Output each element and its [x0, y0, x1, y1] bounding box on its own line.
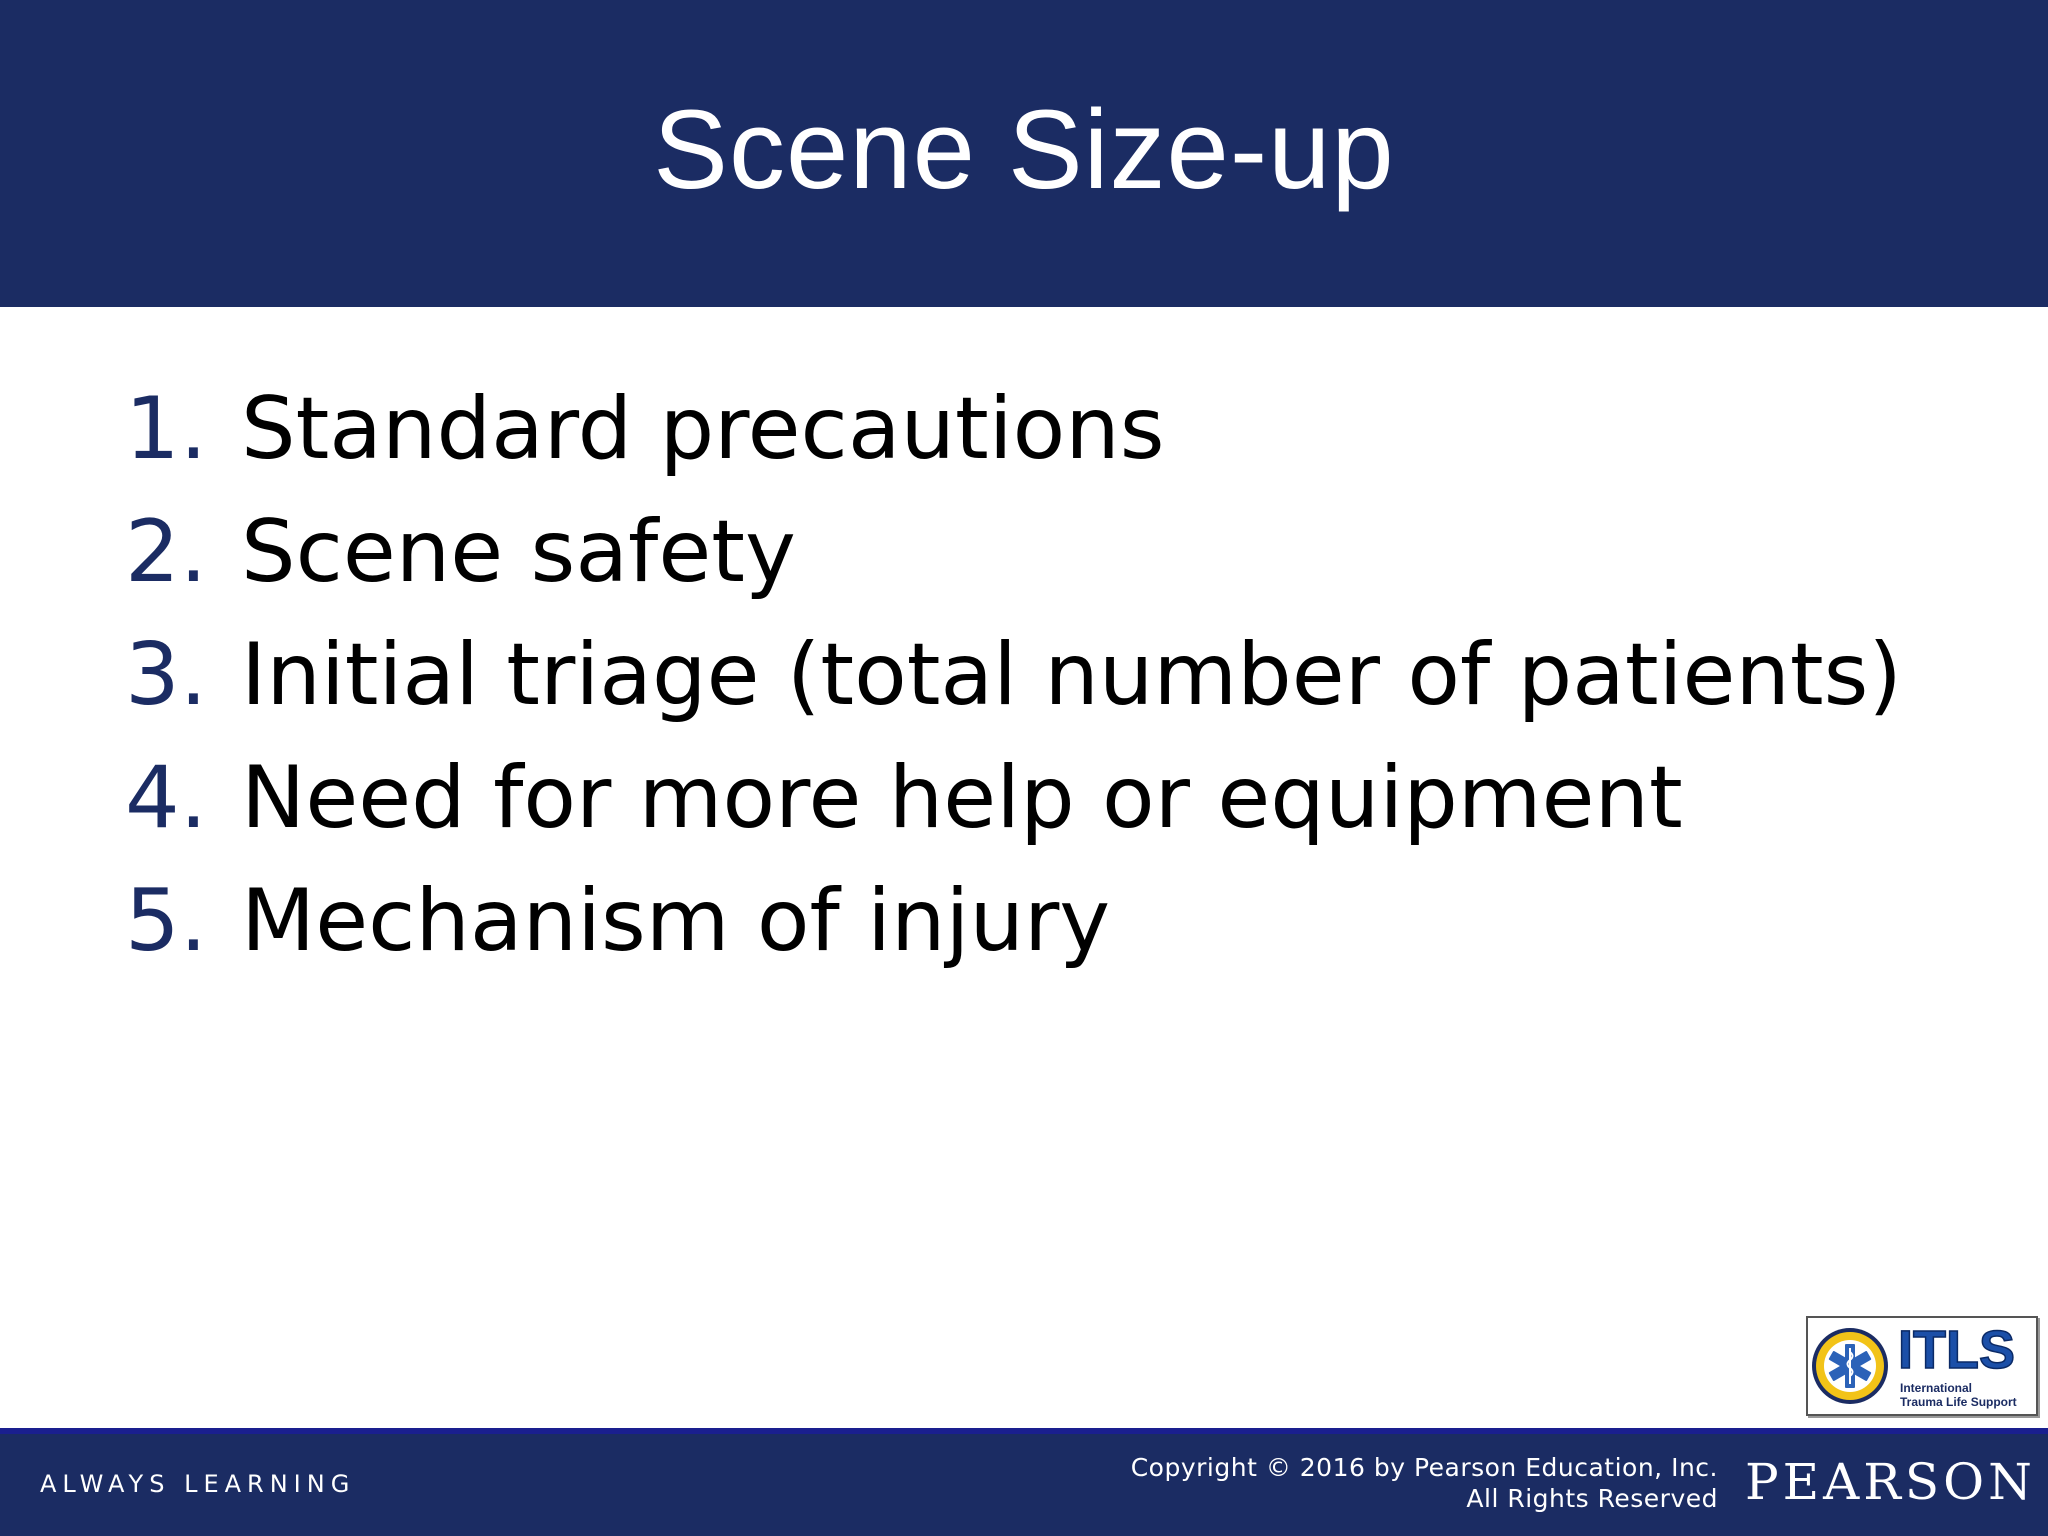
pearson-logo: PEARSON: [1745, 1453, 2036, 1511]
logo-itls-name: ITLS: [1898, 1320, 2015, 1380]
itls-logo: [1806, 1316, 2038, 1416]
footer-tagline: ALWAYS LEARNING: [40, 1470, 356, 1498]
logo-line1: International: [1900, 1381, 1973, 1395]
itls-logo-graphic: [1808, 1318, 2036, 1414]
list-item-number: 4.: [125, 748, 208, 848]
copyright-line-2: All Rights Reserved: [1466, 1484, 1718, 1513]
list-item-text: Mechanism of injury: [241, 871, 1111, 971]
list-item-number: 2.: [125, 502, 208, 602]
list-item: [125, 368, 1902, 491]
star-of-life-icon: [1812, 1328, 1888, 1404]
title-bar: [0, 0, 2048, 307]
list-item-text: Scene safety: [241, 502, 796, 602]
list-item-text: Need for more help or equipment: [241, 748, 1683, 848]
slide-title: Scene Size-up: [653, 87, 1395, 212]
list-item-number: 1.: [125, 379, 208, 479]
numbered-list: [125, 368, 1902, 983]
list-item: [125, 614, 1902, 737]
list-item: [125, 737, 1902, 860]
list-item-text: Initial triage (total number of patients): [241, 625, 1902, 725]
list-item: [125, 491, 1902, 614]
copyright-line-1: Copyright © 2016 by Pearson Education, Inc.: [1130, 1453, 1718, 1482]
list-item: [125, 860, 1902, 983]
list-item-number: 5.: [125, 871, 208, 971]
footer-copyright: [1131, 1452, 1718, 1514]
list-item-text: Standard precautions: [241, 379, 1165, 479]
logo-line2: Trauma Life Support: [1900, 1395, 2017, 1409]
list-item-number: 3.: [125, 625, 208, 725]
